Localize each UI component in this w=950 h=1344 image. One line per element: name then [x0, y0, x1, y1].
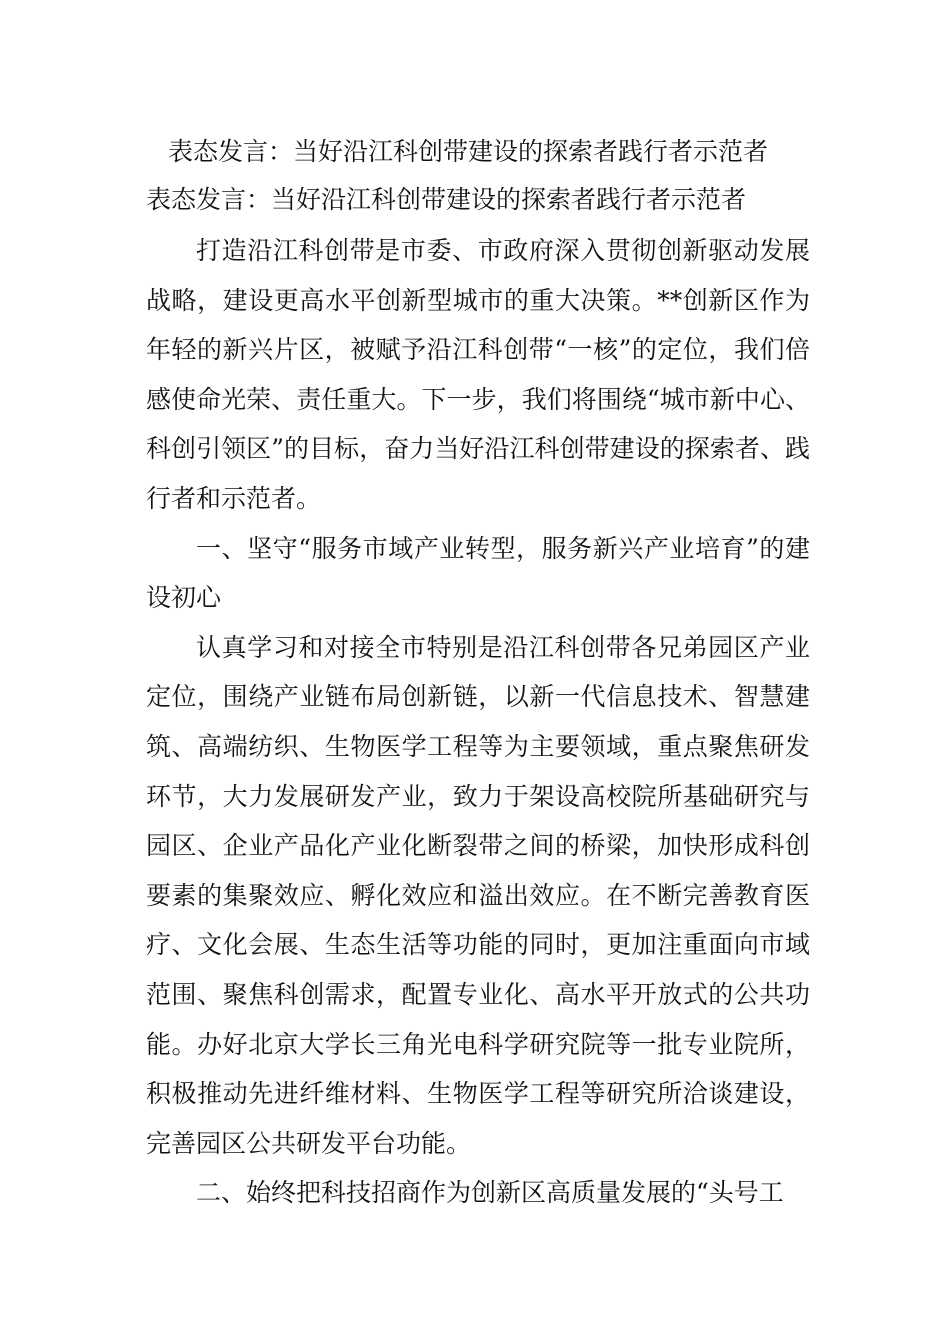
section-heading-2: 二、始终把科技招商作为创新区高质量发展的“头号工 — [196, 1178, 784, 1208]
document-body — [146, 128, 810, 1218]
document-title-repeated: 表态发言：当好沿江科创带建设的探索者践行者示范者 — [168, 137, 769, 166]
section-heading-1: 一、坚守“服务市域产业转型，服务新兴产业培育”的建设初心 — [146, 533, 810, 613]
paragraph-section-1: 认真学习和对接全市特别是沿江科创带各兄弟园区产业定位，围绕产业链布局创新链，以新一代信息技术、智慧建筑、高端纺织、生物医学工程等为主要领域，重点聚焦研发环节，大力发展研发产业，致力于架设高校院所基础研究与园区、企业产品化产业化断裂带之间的桥梁，加快形成科创要素的集聚效应、孵化效应和溢出效应。在不断完善教育医疗、文化会展、生态生活等功能的同时，更加注重面向市域范围、聚焦科创需求，配置专业化、高水平开放式的公共功能。办好北京大学长三角光电科学研究院等一批专业院所，积极推动先进纤维材料、生物医学工程等研究所洽谈建设，完善园区公共研发平台功能。 — [146, 632, 810, 1158]
document-title: 表态发言：当好沿江科创带建设的探索者践行者示范者 — [146, 185, 747, 214]
paragraph-intro: 打造沿江科创带是市委、市政府深入贯彻创新驱动发展战略，建设更高水平创新型城市的重大决策。**创新区作为年轻的新兴片区，被赋予沿江科创带“一核”的定位，我们倍感使命光荣、责任重大。下一步，我们将围绕“城市新中心、科创引领区”的目标，奋力当好沿江科创带建设的探索者、践行者和示范者。 — [146, 236, 810, 513]
